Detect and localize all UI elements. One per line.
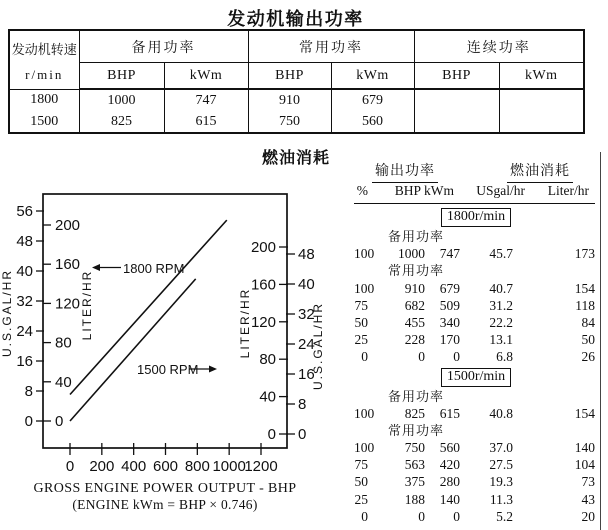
fuel-consumption-chart (0, 165, 345, 525)
page-edge-line (600, 152, 601, 530)
fuel-table-column-headers (354, 183, 595, 204)
fuel-cell: 19.3 (489, 474, 513, 490)
fuel-cell: 100 (354, 405, 375, 421)
left-gal-tick-label: 24 (16, 323, 33, 340)
right-gal-tick-label: 8 (298, 396, 307, 413)
fuel-row (354, 491, 595, 508)
power-type-heading: 备用功率 (388, 229, 445, 244)
fuel-col-header: % (356, 183, 368, 198)
value-cell: 910 (248, 89, 331, 111)
rpm-section-row (350, 366, 602, 388)
fuel-cell: 679 (439, 280, 460, 296)
page-title: 发动机输出功率 (227, 9, 364, 29)
fuel-cell: 509 (439, 297, 460, 313)
right-liter-tick-label: 120 (250, 313, 276, 331)
fuel-cell: 420 (439, 457, 460, 473)
col-header-bhp: BHP (414, 63, 499, 90)
prime-power-header: 常用功率 (248, 30, 414, 63)
x-axis-note: (ENGINE kWm = BHP × 0.746) (72, 497, 258, 512)
left-liter-tick-label: 40 (55, 373, 72, 391)
left-gal-tick-label: 40 (16, 263, 33, 280)
x-tick-label: 400 (121, 458, 147, 475)
fuel-cell: 40.7 (489, 280, 513, 296)
fuel-cell: 615 (439, 405, 460, 421)
engine-speed-header (9, 30, 79, 89)
value-cell: 747 (164, 89, 248, 111)
continuous-power-header: 连续功率 (414, 30, 584, 63)
left-liter-tick-label: 80 (55, 334, 72, 352)
value-cell: 679 (331, 89, 414, 111)
fuel-cell: 750 (404, 440, 425, 456)
right-gal-tick-label: 48 (298, 246, 315, 263)
col-header-bhp: BHP (248, 63, 331, 90)
left-liter-tick-label: 0 (55, 413, 64, 430)
rpm-section-label: 1800r/min (441, 208, 511, 227)
fuel-cell: 682 (404, 297, 425, 313)
fuel-cell: 140 (574, 440, 595, 456)
fuel-row (354, 508, 595, 525)
fuel-cell: 375 (404, 474, 425, 490)
rpm-section-label: 1500r/min (441, 368, 511, 387)
x-tick-label: 200 (89, 458, 115, 475)
right-gal-tick-label: 24 (298, 336, 315, 353)
fuel-cell: 5.2 (496, 508, 513, 524)
empty-cell (499, 89, 584, 133)
right-gal-tick-label: 16 (298, 366, 315, 383)
fuel-cell: 0 (361, 349, 368, 365)
x-tick-label: 600 (152, 458, 179, 475)
fuel-table-group-headers (350, 160, 602, 183)
fuel-cell: 22.2 (489, 314, 513, 330)
value-cell: 1000 (79, 89, 164, 111)
fuel-cell: 27.5 (489, 457, 513, 473)
fuel-cell: 50 (354, 314, 368, 330)
fuel-cell: 154 (574, 405, 595, 421)
axis-title-right-outer: U.S.GAL/HR (311, 301, 325, 391)
fuel-cell: 0 (453, 349, 460, 365)
series-label-1800: 1800 RPM (123, 261, 185, 276)
fuel-row (354, 280, 595, 297)
output-power-group-header: 输出功率 (372, 160, 438, 183)
fuel-row (354, 314, 595, 331)
fuel-row (354, 245, 595, 262)
left-liter-tick-label: 160 (55, 256, 81, 274)
fuel-table-body (350, 206, 602, 525)
fuel-cell: 43 (581, 491, 595, 507)
fuel-row (354, 473, 595, 490)
power-type-heading: 备用功率 (388, 388, 445, 404)
power-type-heading: 常用功率 (388, 263, 445, 279)
fuel-cell: 37.0 (489, 440, 513, 456)
right-liter-tick-label: 0 (267, 426, 276, 443)
fuel-cell: 25 (354, 332, 368, 348)
left-gal-tick-label: 48 (16, 233, 33, 250)
fuel-consumption-table (350, 160, 602, 525)
fuel-col-header: kWm (424, 183, 454, 198)
power-type-heading: 常用功率 (388, 422, 445, 438)
fuel-cell: 0 (361, 508, 368, 524)
fuel-cell: 910 (404, 280, 425, 296)
col-header-kwm: kWm (164, 63, 248, 90)
speed-cell: 1500 (9, 111, 79, 133)
fuel-cell: 75 (354, 457, 368, 473)
fuel-cell: 747 (439, 246, 460, 262)
empty-cell (414, 89, 499, 133)
fuel-row (354, 405, 595, 422)
value-cell: 825 (79, 111, 164, 133)
fuel-cell: 31.2 (489, 297, 513, 313)
engine-power-table (8, 29, 585, 134)
fuel-cell: 11.3 (489, 491, 513, 507)
left-gal-tick-label: 0 (24, 413, 33, 430)
axis-title-left-inner: LITER/HR (80, 269, 94, 341)
x-axis-label: GROSS ENGINE POWER OUTPUT - BHP (33, 481, 297, 496)
standby-power-header: 备用功率 (79, 30, 248, 63)
fuel-row (354, 331, 595, 348)
value-cell: 560 (331, 111, 414, 133)
right-liter-tick-label: 200 (250, 239, 276, 256)
fuel-cell: 455 (404, 314, 425, 330)
fuel-cell: 13.1 (489, 332, 513, 348)
fuel-cell: 188 (404, 491, 425, 507)
col-header-kwm: kWm (499, 63, 584, 90)
fuel-row (354, 456, 595, 473)
right-gal-tick-label: 40 (298, 276, 315, 293)
fuel-cell: 228 (404, 332, 425, 348)
x-tick-label: 0 (65, 458, 75, 475)
left-gal-tick-label: 16 (16, 353, 33, 370)
right-gal-tick-label: 0 (298, 426, 307, 443)
col-header-bhp: BHP (79, 63, 164, 90)
x-tick-label: 1000 (212, 458, 246, 475)
fuel-cell: 280 (439, 474, 460, 490)
fuel-cell: 140 (439, 491, 460, 507)
fuel-cell: 825 (404, 405, 425, 421)
fuel-cell: 118 (575, 297, 595, 313)
fuel-cell: 73 (581, 474, 595, 490)
fuel-cell: 0 (418, 349, 425, 365)
fuel-cell: 26 (581, 349, 595, 365)
col-header-kwm: kWm (331, 63, 414, 90)
fuel-cell: 75 (354, 297, 368, 313)
fuel-col-header: Liter/hr (547, 183, 589, 198)
fuel-cell: 170 (439, 332, 460, 348)
speed-cell: 1800 (9, 89, 79, 111)
fuel-cell: 84 (581, 314, 595, 330)
x-tick-label: 1200 (244, 458, 278, 475)
fuel-cell: 100 (354, 280, 375, 296)
engine-speed-header-cn: 发动机转速 (11, 41, 77, 57)
fuel-cell: 45.7 (489, 246, 513, 262)
fuel-consumption-group-header: 燃油消耗 (507, 160, 573, 183)
value-cell: 750 (248, 111, 331, 133)
rpm-section-row (350, 206, 602, 228)
fuel-cell: 104 (574, 457, 595, 473)
right-gal-tick-label: 32 (298, 306, 315, 323)
fuel-cell: 560 (439, 440, 460, 456)
left-gal-tick-label: 32 (16, 293, 33, 310)
fuel-row (354, 297, 595, 314)
fuel-cell: 40.8 (489, 405, 513, 421)
fuel-cell: 563 (404, 457, 425, 473)
fuel-cell: 50 (581, 332, 595, 348)
fuel-cell: 6.8 (496, 349, 513, 365)
fuel-cell: 1000 (398, 246, 425, 262)
axis-title-left-outer: U.S.GAL/HR (0, 268, 14, 358)
fuel-row (354, 439, 595, 456)
axis-title-right-inner: LITER/HR (238, 287, 252, 359)
fuel-cell: 25 (354, 491, 368, 507)
fuel-cell: 173 (574, 246, 595, 262)
fuel-cell: 0 (418, 508, 425, 524)
fuel-col-header: BHP (394, 183, 421, 198)
fuel-cell: 100 (354, 440, 375, 456)
right-liter-tick-label: 160 (250, 276, 276, 294)
fuel-cell: 100 (354, 246, 375, 262)
fuel-cell: 154 (574, 280, 595, 296)
fuel-col-header: USgal/hr (476, 183, 525, 198)
left-liter-tick-label: 120 (55, 295, 81, 313)
fuel-cell: 20 (581, 508, 595, 524)
fuel-consumption-subtitle: 燃油消耗 (261, 150, 330, 167)
x-tick-label: 800 (184, 458, 210, 475)
fuel-cell: 0 (453, 508, 460, 524)
fuel-cell: 50 (354, 474, 368, 490)
left-liter-tick-label: 200 (55, 217, 81, 234)
fuel-cell: 340 (439, 314, 460, 330)
left-gal-tick-label: 56 (16, 203, 33, 220)
right-liter-tick-label: 80 (259, 351, 276, 369)
fuel-row (354, 348, 595, 365)
series-label-1500: 1500 RPM (137, 362, 199, 377)
right-liter-tick-label: 40 (259, 388, 276, 406)
left-gal-tick-label: 8 (24, 383, 33, 400)
value-cell: 615 (164, 111, 248, 133)
series-label-arrowhead (209, 366, 217, 373)
engine-speed-header-unit: r/min (25, 66, 64, 82)
